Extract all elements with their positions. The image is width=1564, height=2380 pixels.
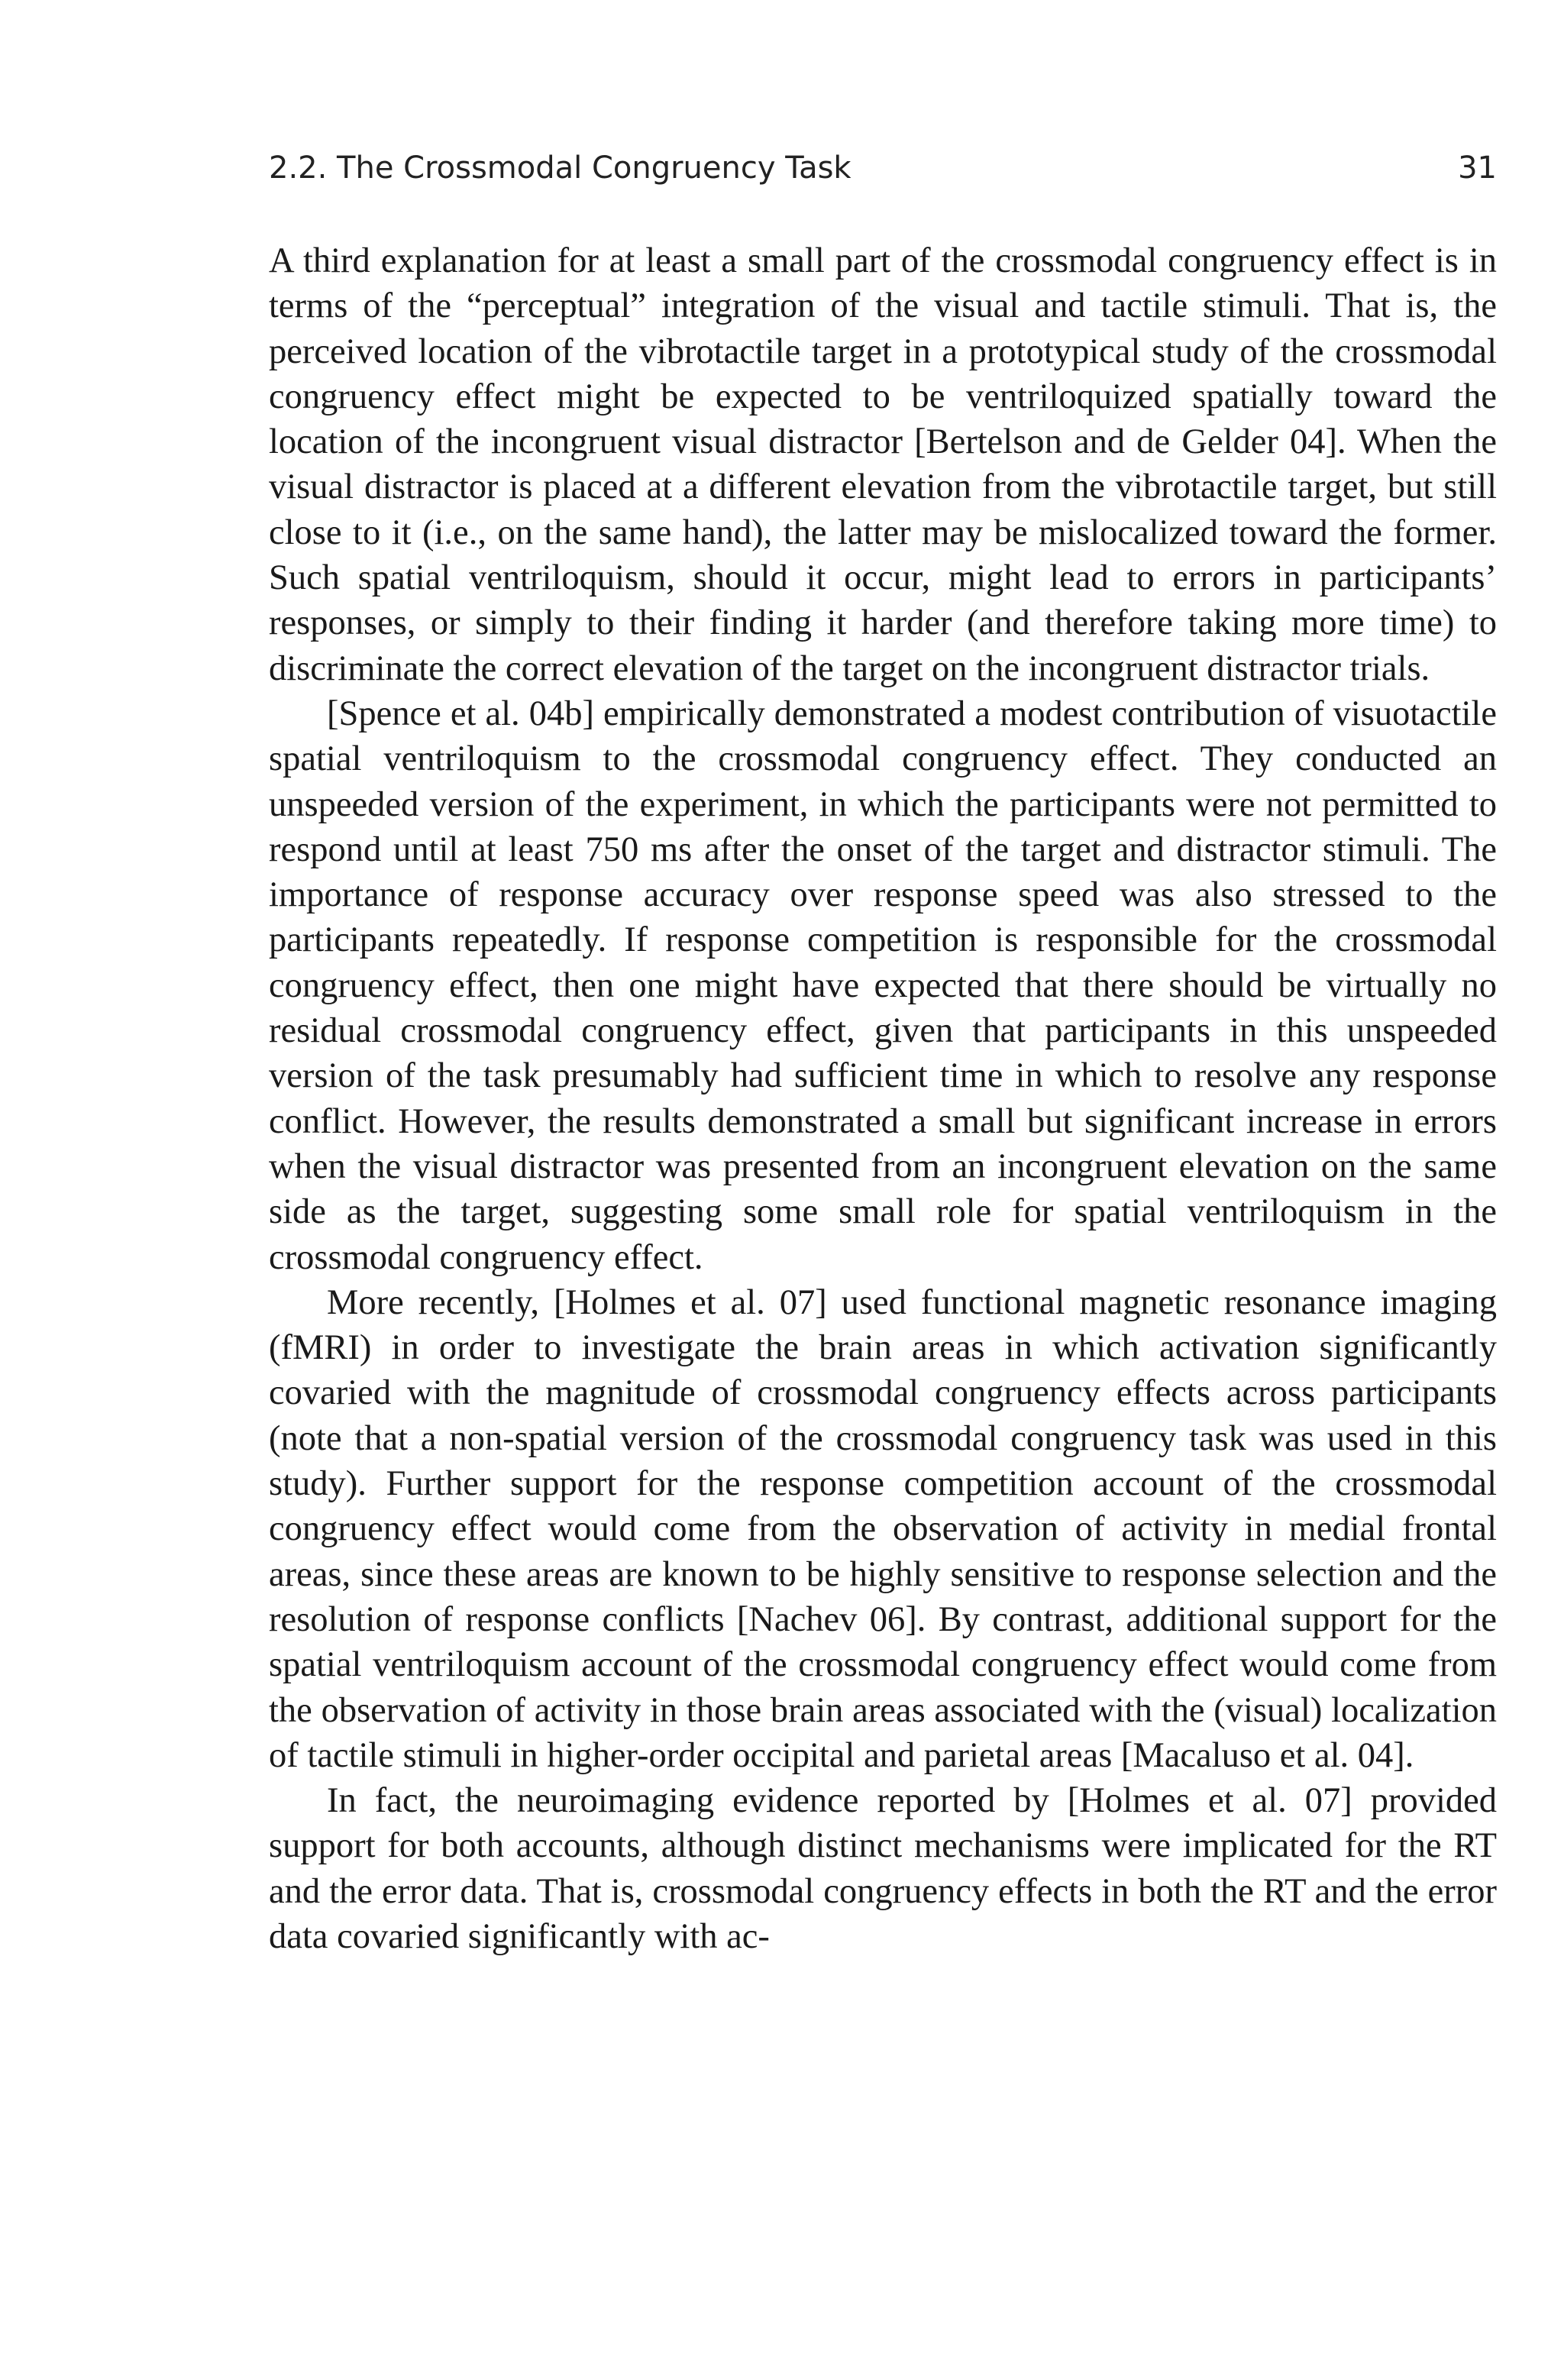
page-number: 31 [1458,150,1497,186]
body-text [269,238,1497,1959]
paragraph-2: [Spence et al. 04b] empirically demonstrated a modest contribution of visuotactile spatial ventriloquism to the crossmodal congruency effect. They conducted an unspeeded version of the experiment, in which the participants were not permitted to respond until at least 750 ms after the onset of the target and distractor stimuli. The importance of response accuracy over response speed was also stressed to the participants repeatedly. If response competition is responsible for the crossmodal congruency effect, then one might have expected that there should be virtually no residual crossmodal congruency effect, given that participants in this unspeeded version of the task presumably had sufficient time in which to resolve any response conflict. However, the results demonstrated a small but significant increase in errors when the visual distractor was presented from an incongruent elevation on the same side as the target, suggesting some small role for spatial ventriloquism in the crossmodal congruency effect. [269,694,1497,1277]
section-title: 2.2. The Crossmodal Congruency Task [269,150,851,186]
paragraph-4: In fact, the neuroimaging evidence reported by [Holmes et al. 07] provided support for both accounts, although distinct mechanisms were implicated for the RT and the error data. That is, crossmodal congruency effects in both the RT and the error data covaried significantly with ac- [269,1781,1497,1956]
paragraph-1: A third explanation for at least a small part of the crossmodal congruency effect is in terms of the “perceptual” integration of the visual and tactile stimuli. That is, the perceived location of the vibrotactile target in a prototypical study of the crossmodal congruency effect might be expected to be ventriloquized spatially toward the location of the incongruent visual distractor [Bertelson and de Gelder 04]. When the visual distractor is placed at a different elevation from the vibrotactile target, but still close to it (i.e., on the same hand), the latter may be mislocalized toward the former. Such spatial ventriloquism, should it occur, might lead to errors in participants’ responses, or simply to their finding it harder (and therefore taking more time) to discriminate the correct elevation of the target on the incongruent distractor trials. [269,241,1497,688]
running-header [269,145,1497,191]
paragraph-3: More recently, [Holmes et al. 07] used functional magnetic resonance imaging (fMRI) in order to investigate the brain areas in which activation significantly covaried with the magnitude of crossmodal congruency effects across participants (note that a non-spatial version of the crossmodal congruency task was used in this study). Further support for the response competition account of the crossmodal congruency effect would come from the observation of activity in medial frontal areas, since these areas are known to be highly sensitive to response selection and the resolution of response conflicts [Nachev 06]. By contrast, additional support for the spatial ventriloquism account of the crossmodal congruency effect would come from the observation of activity in those brain areas associated with the (visual) localization of tactile stimuli in higher-order occipital and parietal areas [Macaluso et al. 04]. [269,1282,1497,1775]
